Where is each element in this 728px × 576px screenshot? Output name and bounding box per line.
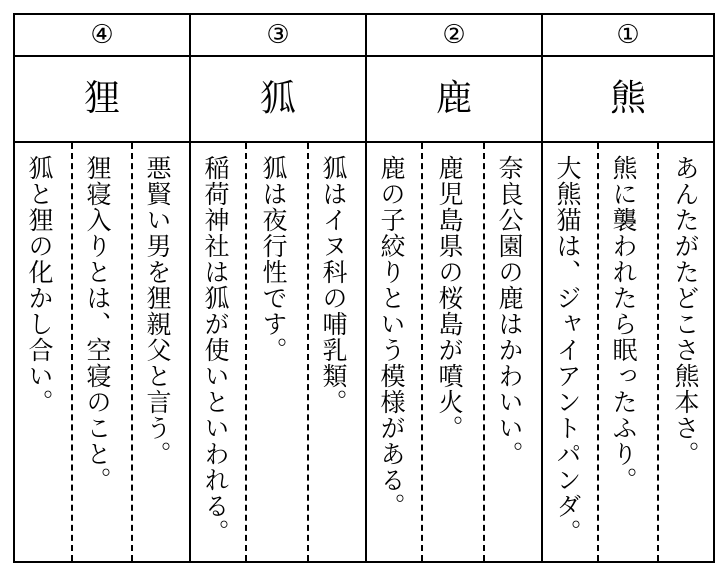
sentence-text: 稲荷神社は狐が使いといわれる。 <box>201 155 230 545</box>
sentence-text: 狐はイヌ科の哺乳類。 <box>319 155 348 415</box>
number-row <box>15 15 713 55</box>
column-kanji: 狸 <box>83 78 120 119</box>
dashed-divider <box>657 143 659 561</box>
column-number: ④ <box>90 20 114 50</box>
sentence-text: 悪賢い男を狸親父と言う。 <box>143 155 172 467</box>
sentence-text: 狐と狸の化かし合い。 <box>25 155 54 415</box>
vocabulary-worksheet <box>13 13 715 563</box>
dashed-divider <box>71 143 73 561</box>
sentence-text: 狐は夜行性です。 <box>259 155 288 363</box>
column-divider <box>365 15 367 561</box>
dashed-divider <box>421 143 423 561</box>
dashed-divider <box>245 143 247 561</box>
column-kanji: 狐 <box>259 78 296 119</box>
dashed-divider <box>131 143 133 561</box>
column-divider <box>189 15 191 561</box>
sentence-text: 大熊猫は、ジャイアントパンダ。 <box>553 155 582 545</box>
dashed-divider <box>307 143 309 561</box>
sentence-text: 奈良公園の鹿はかわいい。 <box>495 155 524 467</box>
sentence-text: あんたがたどこさ熊本さ。 <box>671 155 700 467</box>
column-number: ③ <box>266 20 290 50</box>
dashed-divider <box>483 143 485 561</box>
dashed-divider <box>597 143 599 561</box>
column-divider <box>541 15 543 561</box>
sentence-text: 熊に襲われたら眠ったふり。 <box>609 155 638 493</box>
sentence-text: 狸寝入りとは、空寝のこと。 <box>83 155 112 493</box>
column-number: ① <box>616 20 640 50</box>
sentence-text: 鹿児島県の桜島が噴火。 <box>435 155 464 441</box>
kanji-row <box>15 55 713 143</box>
column-number: ② <box>442 20 466 50</box>
sentence-area <box>15 143 713 561</box>
sentence-text: 鹿の子絞りという模様がある。 <box>377 155 406 519</box>
column-kanji: 熊 <box>609 78 646 119</box>
column-kanji: 鹿 <box>435 78 472 119</box>
